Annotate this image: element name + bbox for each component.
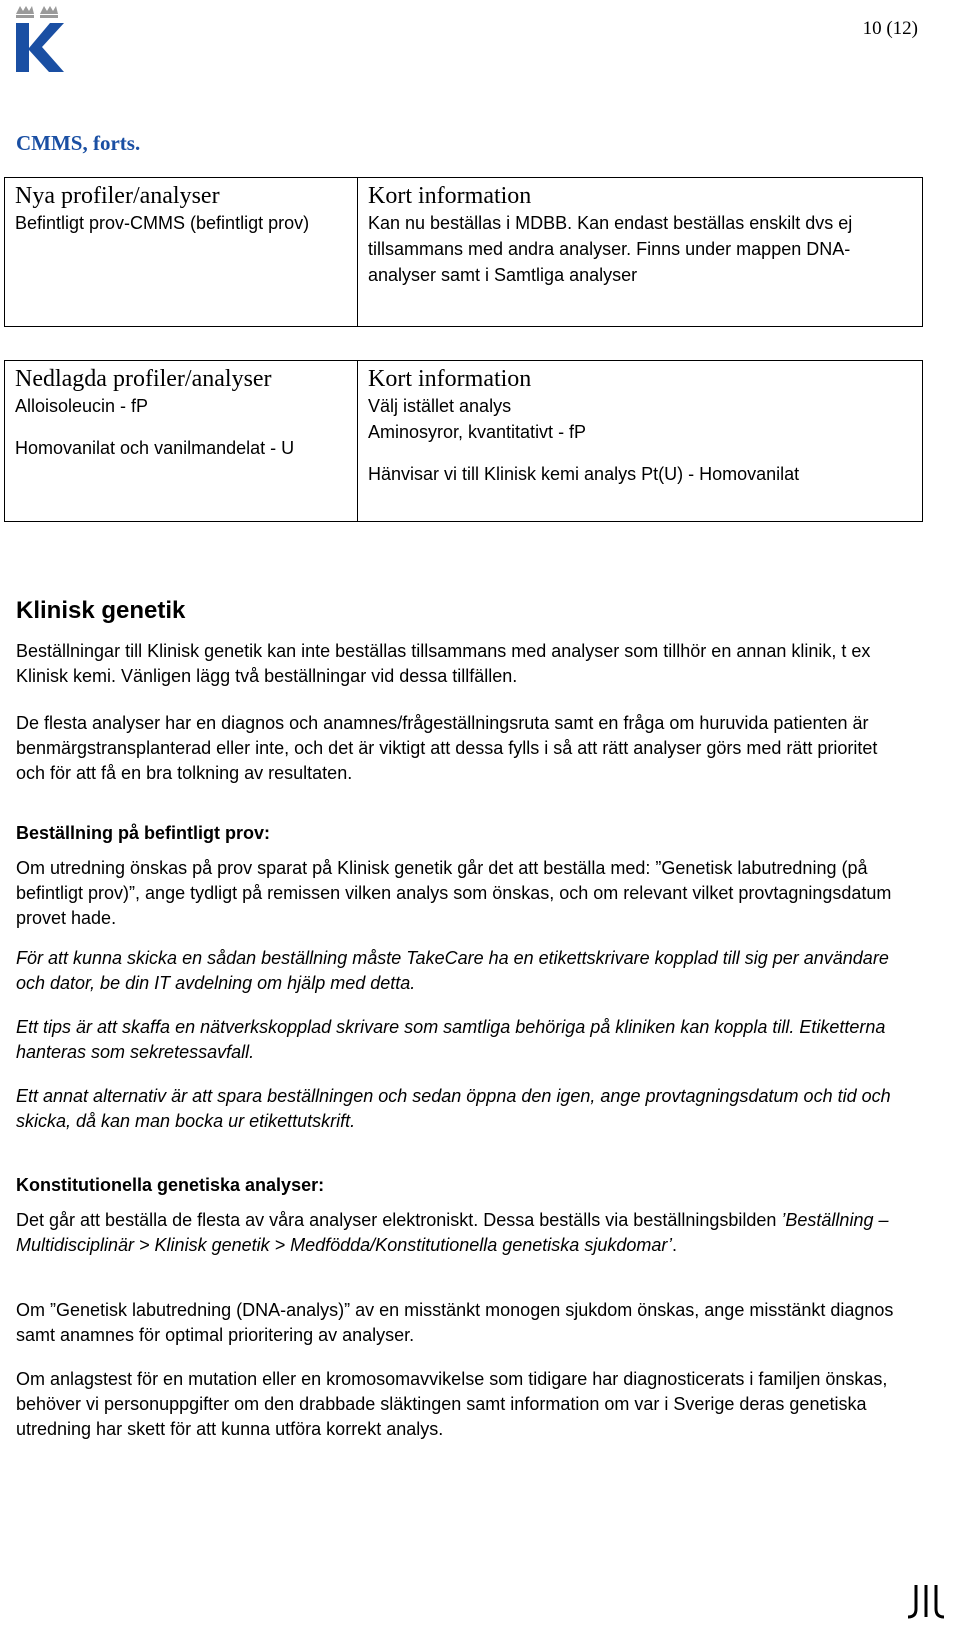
profile-info: Välj istället analys	[368, 396, 512, 416]
table-row	[5, 178, 923, 327]
section-title: CMMS, forts.	[16, 131, 141, 155]
profile-name: Alloisoleucin - fP	[15, 396, 149, 416]
italic-paragraph: Ett tips är att skaffa en nätverkskopplad skrivare som samtliga behöriga på kliniken kan koppla till. Etiketterna hanteras som sekretessavfall.	[16, 1017, 886, 1062]
profile-name: Befintligt prov-CMMS (befintligt prov)	[15, 213, 310, 233]
table-cell	[5, 178, 358, 327]
paragraph: Beställningar till Klinisk genetik kan inte beställas tillsammans med analyser som tillhör en annan klinik, t ex Klinisk kemi. Vänligen lägg två beställningar vid dessa tillfällen.	[16, 641, 871, 686]
italic-paragraph: För att kunna skicka en sådan beställning måste TakeCare ha en etikettskrivare kopplad till sig per användare och dator, be din IT avdelning om hjälp med detta.	[16, 948, 889, 993]
profile-info: Aminosyror, kvantitativt - fP	[368, 422, 587, 442]
paragraph: Om anlagstest för en mutation eller en kromosomavvikelse som tidigare har diagnosticerats i familjen önskas, behöver vi personuppgifter om den drabbade släktingen samt information om var i Sverige deras genetiska utredning har skett för att kunna utföra korrekt analys.	[16, 1369, 888, 1439]
new-profiles-table	[4, 177, 923, 327]
profile-name: Homovanilat och vanilmandelat - U	[15, 438, 295, 458]
removed-profiles-table	[4, 360, 923, 522]
subheading: Konstitutionella genetiska analyser:	[16, 1175, 325, 1195]
column-header: Kort information	[368, 366, 532, 392]
table-row	[5, 361, 923, 522]
page-number: 10 (12)	[862, 18, 918, 39]
table-cell	[358, 361, 923, 522]
table-cell	[358, 178, 923, 327]
column-header: Nya profiler/analyser	[15, 183, 220, 209]
paragraph: Om utredning önskas på prov sparat på Klinisk genetik går det att beställa med: ”Genetisk labutredning (på befintligt prov)”, ange tydligt på remissen vilken analys som önskas, och om relevant vilket provtagningsdatum provet hade.	[16, 858, 892, 928]
paragraph-text: Det går att beställa de flesta av våra analyser elektroniskt. Dessa beställs via beställningsbilden	[16, 1210, 782, 1230]
paragraph: Om ”Genetisk labutredning (DNA-analys)” av en misstänkt monogen sjukdom önskas, ange misstänkt diagnos samt anamnes för optimal prioritering av analyser.	[16, 1300, 894, 1345]
paragraph: De flesta analyser har en diagnos och anamnes/frågeställningsruta samt en fråga om huruvida patienten är benmärgstransplanterad eller inte, och det är viktigt att dessa fylls i så att rätt analyser görs med rätt prioritet och för att få en bra tolkning av resultaten.	[16, 713, 878, 783]
profile-info: Kan nu beställas i MDBB. Kan endast beställas enskilt dvs ej tillsammans med andra analyser. Finns under mappen DNA-analyser samt i Samtliga analyser	[368, 213, 853, 285]
subheading: Beställning på befintligt prov:	[16, 823, 271, 843]
column-header: Nedlagda profiler/analyser	[15, 366, 272, 392]
karolinska-k-logo-icon	[12, 4, 64, 76]
column-header: Kort information	[368, 183, 532, 209]
paragraph	[16, 1208, 906, 1258]
lab-logo-icon	[906, 1583, 946, 1621]
paragraph-text: .	[672, 1235, 678, 1255]
profile-info: Hänvisar vi till Klinisk kemi analys Pt(U) - Homovanilat	[368, 464, 800, 484]
table-cell	[5, 361, 358, 522]
italic-paragraph: Ett annat alternativ är att spara beställningen och sedan öppna den igen, ange provtagningsdatum och tid och skicka, då kan man bocka ur etikettutskrift.	[16, 1086, 891, 1131]
order-path-text: ’Beställning – Multidisciplinär > Klinisk genetik > Medfödda/Konstitutionella genetiska sjukdomar’	[16, 1210, 889, 1255]
section-heading: Klinisk genetik	[16, 597, 186, 624]
